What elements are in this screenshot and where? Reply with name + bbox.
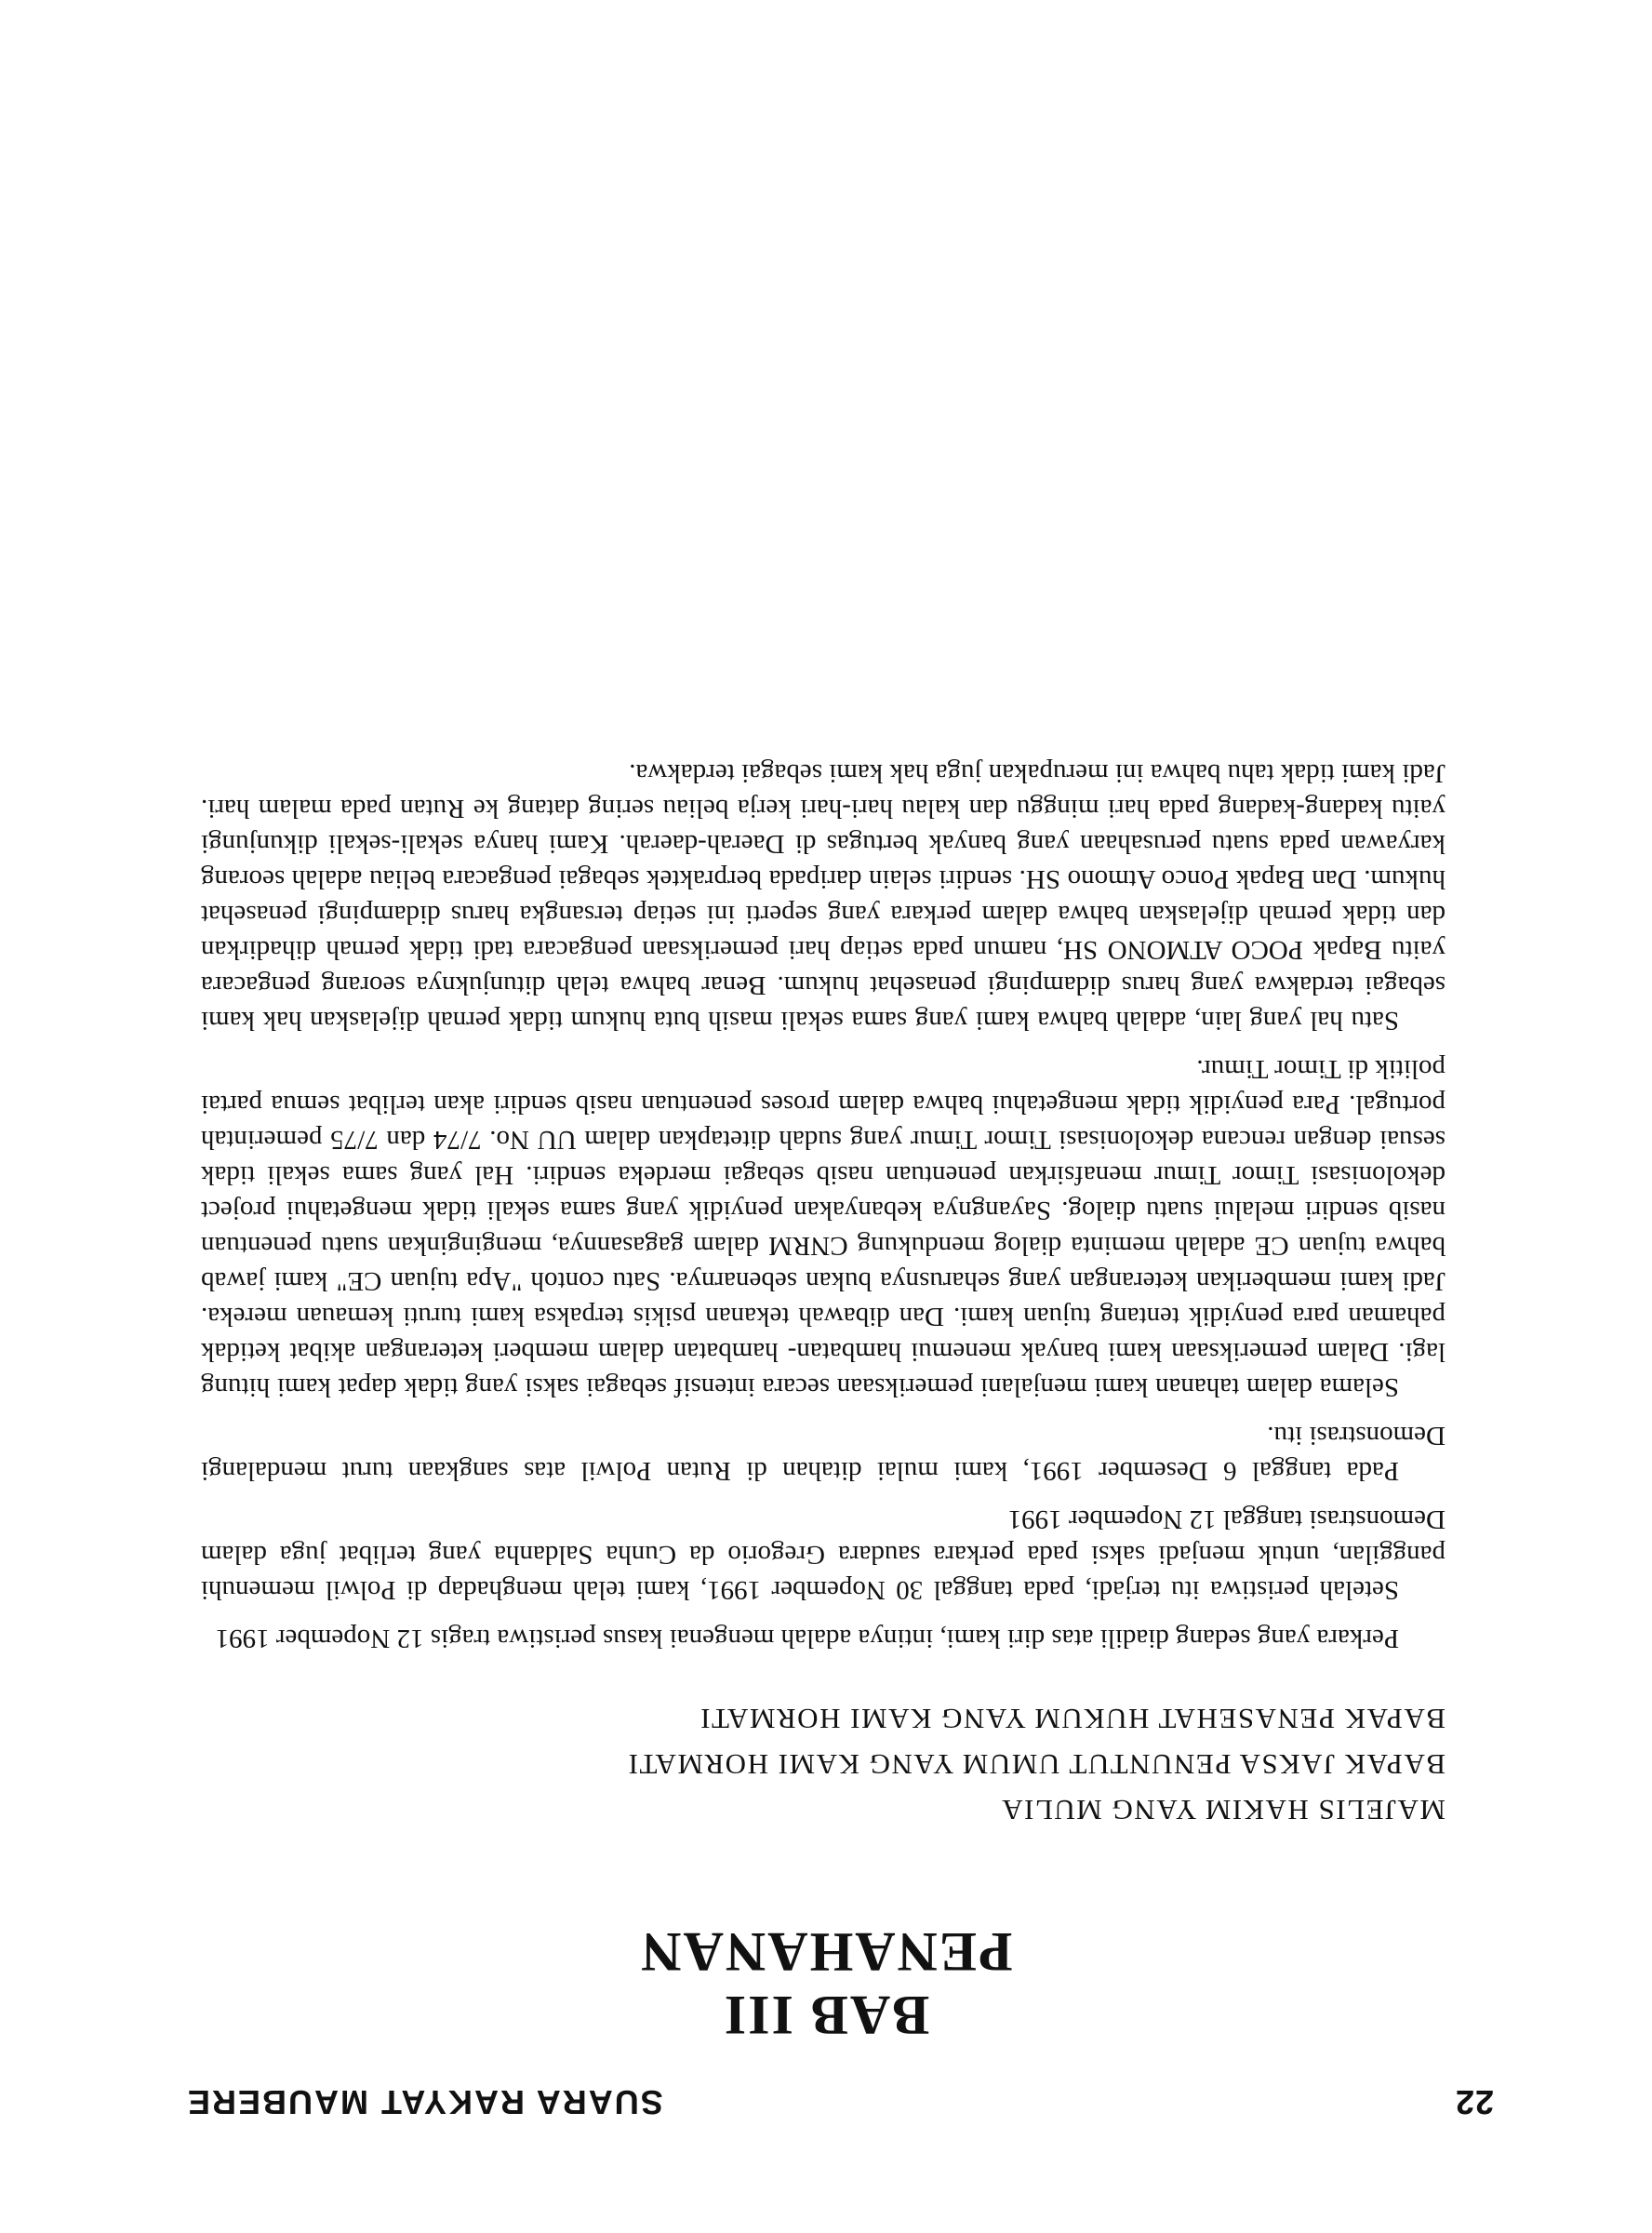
paragraph: Satu hal yang lain, adalah bahwa kami yang sama sekali masih buta hukum tidak pernah dijelaskan hak kami sebagai terdakwa yang harus didampingi penasehat hukum. Benar bahwa telah ditunjuknya seorang pengacara yaitu Bapak POCO ATMONO SH, namun pada setiap hari pemeriksaan pengacara tadi tidak pernah dihadirkan dan tidak pernah dijelaskan bahwa dalam perkara yang seperti ini setiap tersangka harus didampingi penasehat hukum. Dan Bapak Ponco Atmono SH. sendiri selain daripada berpraktek sebagai pengacara beliau adalah seorang karyawan pada suatu perusahaan yang banyak bertugas di Daerah-daerah. Kami hanya sekali-sekali dikunjungi yaitu kadang-kadang pada hari minggu dan kalau hari-hari kerja beliau sering datang ke Rutan pada malam hari. Jadi kami tidak tahu bahwa ini merupakan juga hak kami sebagai terdakwa. (201, 758, 1446, 1036)
paragraph: Setelah peristiwa itu terjadi, pada tanggal 30 Nopember 1991, kami telah menghadap di Polwil memenuhi panggilan, untuk menjadi saksi pada perkara saudara Gregorio da Cunha Saldanha yang terlibat juga dalam Demonstrasi tanggal 12 Nopember 1991 (201, 1504, 1446, 1605)
salutation-line: BAPAK PENASEHAT HUKUM YANG KAMI HORMATI (699, 1703, 1446, 1735)
paragraph: Selama dalam tahanan kami menjalani pemeriksaan secara intensif sebagai saksi yang tidak dapat kami hitung lagi. Dalam pemeriksaan kami banyak menemui hambatan- hambatan dalam memberi keterangan akibat ketidak pahaman para penyidik tentang tujuan kami. Dan dibawah tekanan psikis terpaksa kami turuti kemauan mereka. Jadi kami memberikan keterangan yang seharusnya bukan sebenarnya. Satu contoh "Apa tujuan CE" kami jawab bahwa tujuan CE adalah meminta dialog mendukung CNRM dalam gagasannya, menginginkan suatu penentuan nasib sendiri melalui suatu dialog. Sayangnya kebanyakan penyidik yang sama sekali tidak mengetahui project dekolonisasi Timor Timur menafsirkan penentuan nasib sebagai merdeka sendiri. Hal yang sama sekali tidak sesuai dengan rencana dekolonisasi Timor Timur yang sudah ditetapkan dalam UU No. 7/74 dan 7/75 pemerintah portugal. Para penyidik tidak mengetahui bahwa dalam proses penentuan nasib sendiri akan terlibat semua partai politik di Timor Timur. (201, 1054, 1446, 1402)
chapter-heading (0, 1920, 1652, 2047)
chapter-number: BAB III (722, 1985, 930, 2046)
page-header (186, 2082, 1494, 2121)
salutation-line: BAPAK JAKSA PENUNTUT UMUM YANG KAMI HORMATI (627, 1748, 1446, 1781)
chapter-title: PENAHANAN (639, 1921, 1013, 1983)
running-head: SUARA RAKYAT MAUBERE (186, 2083, 663, 2121)
body-text (201, 742, 1446, 1656)
salutation-block (627, 1696, 1446, 1833)
page-number: 22 (1454, 2083, 1494, 2121)
paragraph: Perkara yang sedang diadili atas diri kami, intinya adalah mengenai kasus peristiwa tragis 12 Nopember 1991 (215, 1624, 1399, 1653)
salutation-line: MAJELIS HAKIM YANG MULIA (1000, 1794, 1446, 1826)
paragraph: Pada tanggal 6 Desember 1991, kami mulai ditahan di Rutan Polwil atas sangkaan turut mendalangi Demonstrasi itu. (201, 1421, 1446, 1486)
